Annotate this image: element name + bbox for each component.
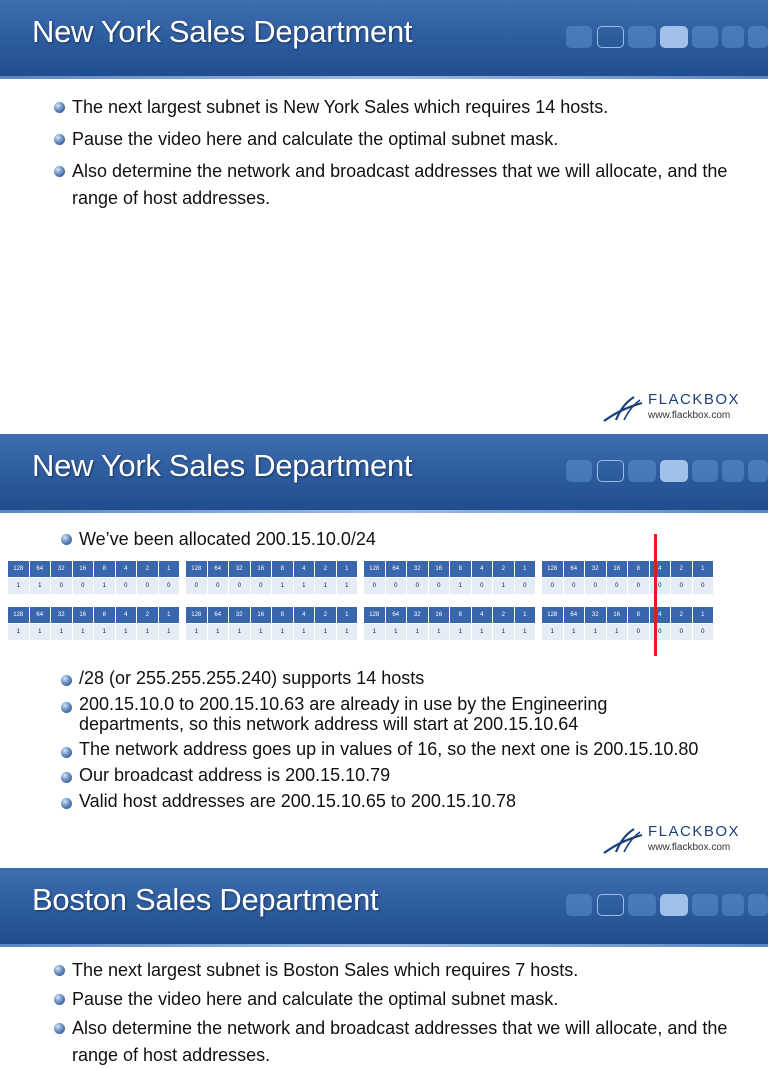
slide-2-intro-list (61, 526, 741, 553)
bit-place-value-cell: 128 (8, 561, 30, 577)
octet-3-header (364, 561, 536, 577)
bit-place-value-cell: 64 (30, 607, 52, 623)
bit-place-value-cell: 8 (272, 607, 294, 623)
address-place-values-row (8, 561, 720, 577)
bit-place-value-cell: 2 (137, 607, 159, 623)
header-decoration-pill (748, 26, 768, 48)
bit-place-value-cell: 32 (585, 607, 607, 623)
bit-value-cell: 1 (251, 624, 273, 640)
slide-2-bullet-list (61, 667, 701, 812)
bit-place-value-cell: 2 (671, 561, 693, 577)
header-decoration-pill (566, 26, 592, 48)
header-decoration-pill (722, 894, 744, 916)
bit-value-cell: 0 (137, 578, 159, 594)
octet-1-header (8, 561, 180, 577)
bit-value-cell: 1 (472, 624, 494, 640)
mask-bits-row (8, 624, 720, 640)
bit-place-value-cell: 4 (294, 607, 316, 623)
octet-2-header (186, 607, 358, 623)
bit-value-cell: 0 (208, 578, 230, 594)
bit-place-value-cell: 2 (493, 561, 515, 577)
bullet-item: Also determine the network and broadcast addresses that we will allocate, and the range of host addresses. (54, 158, 764, 212)
bit-place-value-cell: 64 (386, 607, 408, 623)
bit-value-cell: 0 (229, 578, 251, 594)
bit-value-cell: 1 (493, 578, 515, 594)
slide-1-header (0, 0, 768, 79)
bit-value-cell: 1 (186, 624, 208, 640)
bit-value-cell: 1 (585, 624, 607, 640)
bit-value-cell: 1 (159, 624, 181, 640)
bit-place-value-cell: 128 (8, 607, 30, 623)
octet-2-bits (186, 624, 358, 640)
bullet-item: Our broadcast address is 200.15.10.79 (61, 764, 701, 786)
bit-place-value-cell: 1 (515, 561, 537, 577)
bit-value-cell: 1 (116, 624, 138, 640)
bit-value-cell: 0 (671, 624, 693, 640)
bit-place-value-cell: 16 (429, 607, 451, 623)
bit-value-cell: 0 (564, 578, 586, 594)
bit-place-value-cell: 64 (208, 607, 230, 623)
slide-2-header (0, 434, 768, 513)
bit-place-value-cell: 128 (542, 561, 564, 577)
mask-place-values-row (8, 607, 720, 623)
slide-3-title: Boston Sales Department (32, 882, 379, 917)
bit-place-value-cell: 128 (364, 607, 386, 623)
header-decoration-pill (660, 460, 688, 482)
bit-place-value-cell: 32 (407, 607, 429, 623)
octet-1-header (8, 607, 180, 623)
bit-place-value-cell: 2 (315, 607, 337, 623)
octet-2-bits (186, 578, 358, 594)
bit-value-cell: 0 (650, 578, 672, 594)
bit-place-value-cell: 16 (607, 561, 629, 577)
bit-value-cell: 0 (73, 578, 95, 594)
header-decoration-pill (597, 894, 624, 916)
bit-place-value-cell: 128 (542, 607, 564, 623)
bit-place-value-cell: 2 (315, 561, 337, 577)
slide-3-header (0, 868, 768, 947)
bit-place-value-cell: 64 (30, 561, 52, 577)
bit-place-value-cell: 8 (628, 607, 650, 623)
bullet-item: The next largest subnet is Boston Sales which requires 7 hosts. (54, 957, 764, 984)
bit-place-value-cell: 64 (564, 607, 586, 623)
octet-3-bits (364, 578, 536, 594)
bit-place-value-cell: 32 (51, 561, 73, 577)
bit-value-cell: 1 (542, 624, 564, 640)
bit-value-cell: 0 (671, 578, 693, 594)
header-decoration-pill (748, 894, 768, 916)
slide-1-bullet-list (54, 94, 764, 212)
bit-place-value-cell: 8 (628, 561, 650, 577)
bit-place-value-cell: 1 (693, 607, 715, 623)
slide-1 (0, 0, 768, 430)
bit-value-cell: 1 (208, 624, 230, 640)
bit-value-cell: 1 (515, 624, 537, 640)
bit-value-cell: 1 (8, 578, 30, 594)
logo-brand: FLACKBOX (648, 823, 741, 840)
bit-value-cell: 1 (407, 624, 429, 640)
bit-value-cell: 0 (650, 624, 672, 640)
header-decoration-pill (628, 460, 656, 482)
slide-2 (0, 434, 768, 864)
bit-place-value-cell: 8 (272, 561, 294, 577)
octet-4-bits (542, 624, 714, 640)
bit-place-value-cell: 16 (251, 561, 273, 577)
bit-value-cell: 1 (315, 624, 337, 640)
bullet-item: The network address goes up in values of 16, so the next one is 200.15.10.80 (61, 739, 701, 759)
bit-value-cell: 1 (337, 624, 359, 640)
bit-place-value-cell: 128 (186, 607, 208, 623)
bit-place-value-cell: 1 (515, 607, 537, 623)
header-decoration-pill (628, 26, 656, 48)
bit-place-value-cell: 8 (450, 607, 472, 623)
bit-place-value-cell: 16 (429, 561, 451, 577)
bit-place-value-cell: 4 (294, 561, 316, 577)
bullet-item: The next largest subnet is New York Sales which requires 14 hosts. (54, 94, 764, 121)
bullet-item: Also determine the network and broadcast addresses that we will allocate, and the range of host addresses. (54, 1015, 764, 1069)
bit-value-cell: 1 (364, 624, 386, 640)
bit-value-cell: 1 (294, 578, 316, 594)
bit-value-cell: 1 (137, 624, 159, 640)
bullet-item: Valid host addresses are 200.15.10.65 to 200.15.10.78 (61, 790, 701, 812)
bit-place-value-cell: 4 (116, 561, 138, 577)
octet-3-bits (364, 624, 536, 640)
bit-value-cell: 1 (8, 624, 30, 640)
bit-value-cell: 1 (315, 578, 337, 594)
bit-value-cell: 1 (51, 624, 73, 640)
bit-value-cell: 1 (386, 624, 408, 640)
header-decoration-pill (628, 894, 656, 916)
header-decoration-pill (597, 26, 624, 48)
bit-value-cell: 1 (294, 624, 316, 640)
flackbox-logo-icon (602, 826, 646, 856)
bit-value-cell: 0 (515, 578, 537, 594)
bit-place-value-cell: 64 (386, 561, 408, 577)
bit-value-cell: 0 (386, 578, 408, 594)
bit-value-cell: 1 (450, 578, 472, 594)
header-decoration-pill (722, 460, 744, 482)
bit-value-cell: 1 (429, 624, 451, 640)
bit-value-cell: 0 (116, 578, 138, 594)
bit-place-value-cell: 4 (650, 561, 672, 577)
slide-2-title: New York Sales Department (32, 448, 413, 483)
octet-4-header (542, 561, 714, 577)
bit-value-cell: 0 (186, 578, 208, 594)
bit-place-value-cell: 128 (186, 561, 208, 577)
bit-place-value-cell: 4 (116, 607, 138, 623)
bit-place-value-cell: 8 (450, 561, 472, 577)
bit-place-value-cell: 32 (407, 561, 429, 577)
bit-place-value-cell: 32 (585, 561, 607, 577)
octet-2-header (186, 561, 358, 577)
bit-value-cell: 1 (94, 624, 116, 640)
bit-value-cell: 1 (607, 624, 629, 640)
slide-3-bullet-list (54, 957, 764, 1069)
bit-value-cell: 0 (429, 578, 451, 594)
slide-1-title: New York Sales Department (32, 14, 413, 49)
bit-value-cell: 0 (628, 624, 650, 640)
header-decoration-pill (597, 460, 624, 482)
bit-place-value-cell: 8 (94, 607, 116, 623)
bit-value-cell: 0 (693, 624, 715, 640)
bit-place-value-cell: 1 (337, 561, 359, 577)
bit-place-value-cell: 1 (337, 607, 359, 623)
bit-value-cell: 0 (251, 578, 273, 594)
header-decoration-pill (660, 894, 688, 916)
bit-value-cell: 0 (407, 578, 429, 594)
flackbox-logo (602, 390, 752, 430)
bit-value-cell: 0 (585, 578, 607, 594)
bullet-item: We’ve been allocated 200.15.10.0/24 (61, 526, 741, 553)
bit-place-value-cell: 2 (671, 607, 693, 623)
slide-3 (0, 868, 768, 1065)
bit-place-value-cell: 4 (472, 561, 494, 577)
bit-place-value-cell: 16 (607, 607, 629, 623)
bullet-item: /28 (or 255.255.255.240) supports 14 hosts (61, 667, 701, 689)
header-decoration-pill (722, 26, 744, 48)
bit-value-cell: 0 (628, 578, 650, 594)
bit-value-cell: 0 (607, 578, 629, 594)
bit-place-value-cell: 1 (159, 607, 181, 623)
subnet-boundary-line (654, 534, 657, 656)
bit-value-cell: 0 (159, 578, 181, 594)
octet-4-header (542, 607, 714, 623)
header-decoration-pill (566, 460, 592, 482)
octet-1-bits (8, 624, 180, 640)
bullet-item: Pause the video here and calculate the optimal subnet mask. (54, 126, 764, 153)
bit-place-value-cell: 16 (73, 607, 95, 623)
flackbox-logo (602, 822, 752, 862)
octet-3-header (364, 607, 536, 623)
bit-place-value-cell: 32 (229, 607, 251, 623)
bit-place-value-cell: 32 (229, 561, 251, 577)
flackbox-logo-icon (602, 394, 646, 424)
header-decoration-pill (660, 26, 688, 48)
header-decoration-pill (692, 894, 718, 916)
address-bits-row (8, 578, 720, 594)
bit-value-cell: 1 (493, 624, 515, 640)
bit-value-cell: 0 (693, 578, 715, 594)
bit-place-value-cell: 32 (51, 607, 73, 623)
bit-value-cell: 1 (30, 578, 52, 594)
header-decoration-pill (566, 894, 592, 916)
bit-value-cell: 1 (450, 624, 472, 640)
bit-place-value-cell: 1 (159, 561, 181, 577)
bit-value-cell: 1 (73, 624, 95, 640)
bit-place-value-cell: 2 (493, 607, 515, 623)
header-decoration-pill (748, 460, 768, 482)
bit-place-value-cell: 4 (472, 607, 494, 623)
bit-place-value-cell: 16 (73, 561, 95, 577)
bit-place-value-cell: 1 (693, 561, 715, 577)
bit-place-value-cell: 128 (364, 561, 386, 577)
bit-value-cell: 1 (272, 578, 294, 594)
bit-value-cell: 0 (472, 578, 494, 594)
bit-place-value-cell: 64 (564, 561, 586, 577)
bit-place-value-cell: 64 (208, 561, 230, 577)
bit-place-value-cell: 16 (251, 607, 273, 623)
octet-1-bits (8, 578, 180, 594)
bullet-item: Pause the video here and calculate the optimal subnet mask. (54, 986, 764, 1013)
logo-site: www.flackbox.com (648, 842, 731, 853)
header-decoration-pill (692, 460, 718, 482)
bit-value-cell: 1 (229, 624, 251, 640)
bullet-item: 200.15.10.0 to 200.15.10.63 are already in use by the Engineering departments, so this network address will start at 200.15.10.64 (61, 694, 701, 734)
logo-site: www.flackbox.com (648, 410, 731, 421)
bit-value-cell: 1 (30, 624, 52, 640)
octet-4-bits (542, 578, 714, 594)
logo-brand: FLACKBOX (648, 391, 741, 408)
bit-value-cell: 0 (364, 578, 386, 594)
header-decoration-pill (692, 26, 718, 48)
bit-place-value-cell: 2 (137, 561, 159, 577)
bit-value-cell: 0 (51, 578, 73, 594)
bit-value-cell: 1 (94, 578, 116, 594)
bit-value-cell: 0 (542, 578, 564, 594)
bit-value-cell: 1 (272, 624, 294, 640)
bit-place-value-cell: 4 (650, 607, 672, 623)
bit-value-cell: 1 (337, 578, 359, 594)
bit-value-cell: 1 (564, 624, 586, 640)
bit-place-value-cell: 8 (94, 561, 116, 577)
